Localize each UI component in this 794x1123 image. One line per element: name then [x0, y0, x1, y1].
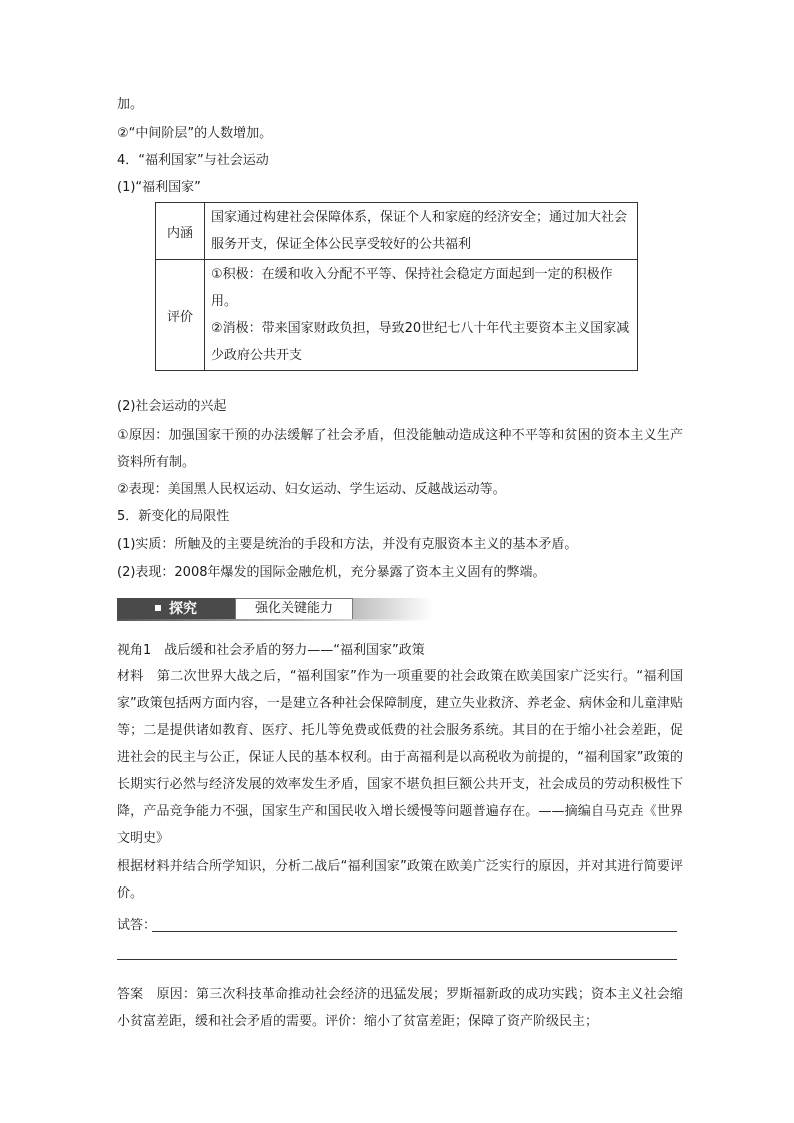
- table-value-cell: [205, 260, 638, 371]
- banner-title: 探究: [169, 601, 197, 617]
- banner-dark-tab: [117, 598, 235, 620]
- try-answer-label: 试答：: [117, 918, 157, 933]
- section-banner: [117, 598, 433, 620]
- banner-gradient: [353, 598, 433, 620]
- evaluation-positive: ①积极：在缓和收入分配不平等、保持社会稳定方面起到一定的积极作用。: [211, 267, 613, 309]
- answer-paragraph: 答案 原因：第三次科技革命推动社会经济的迅猛发展；罗斯福新政的成功实践；资本主义社会缩小贫富差距，缓和社会矛盾的需要。评价：缩小了贫富差距；保障了资产阶级民主；: [117, 987, 683, 1029]
- text-line: (2)表现：2008年爆发的国际金融危机，充分暴露了资本主义固有的弊端。: [117, 565, 546, 580]
- section-heading: 4．“福利国家”与社会运动: [117, 153, 269, 168]
- text-line: ②“中间阶层”的人数增加。: [117, 126, 273, 141]
- answer-blank-line: [117, 959, 677, 960]
- section-heading: 5．新变化的局限性: [117, 509, 230, 524]
- table-label-cell: 内涵: [156, 203, 205, 260]
- table-value-cell: 国家通过构建社会保障体系，保证个人和家庭的经济安全；通过加大社会服务开支，保证全体公民享受较好的公共福利: [205, 203, 638, 260]
- question-paragraph: 根据材料并结合所学知识，分析二战后“福利国家”政策在欧美广泛实行的原因，并对其进行简要评价。: [117, 859, 683, 901]
- text-line: ②表现：美国黑人民权运动、妇女运动、学生运动、反越战运动等。: [117, 482, 506, 497]
- material-paragraph: 材料 第二次世界大战之后，“福利国家”作为一项重要的社会政策在欧美国家广泛实行。“福利国家”政策包括两方面内容，一是建立各种社会保障制度，建立失业救济、养老金、病休金和儿童津贴等；二是提供诸如教育、医疗、托儿等免费或低费的社会服务系统。其目的在于缩小社会差距，促进社会的民主与公正，保证人民的基本权利。由于高福利是以高税收为前提的，“福利国家”政策的长期实行必然与经济发展的效率发生矛盾，国家不堪负担巨额公共开支，社会成员的劳动积极性下降，产品竞争能力不强，国家生产和国民收入增长缓慢等问题普遍存在。——摘编自马克垚《世界文明史》: [117, 669, 683, 846]
- table-row: [156, 260, 638, 371]
- evaluation-negative: ②消极：带来国家财政负担，导致20世纪七八十年代主要资本主义国家减少政府公共开支: [211, 321, 630, 363]
- answer-blank-line: [152, 931, 677, 932]
- subheading: (2)社会运动的兴起: [117, 399, 227, 414]
- banner-underline: [117, 619, 433, 621]
- table-row: [156, 203, 638, 260]
- welfare-state-table: [155, 202, 638, 371]
- square-bullet-icon: [155, 605, 161, 611]
- text-line: (1)实质：所触及的主要是统治的手段和方法，并没有克服资本主义的基本矛盾。: [117, 537, 578, 552]
- paragraph: ①原因：加强国家干预的办法缓解了社会矛盾，但没能触动造成这种不平等和贫困的资本主义生产资料所有制。: [117, 428, 683, 470]
- angle-heading: 视角1 战后缓和社会矛盾的努力——“福利国家”政策: [117, 643, 425, 658]
- subheading: (1)“福利国家”: [117, 180, 201, 195]
- table-label-cell: 评价: [156, 260, 205, 371]
- banner-subtitle: 强化关键能力: [235, 598, 353, 620]
- text-line: 加。: [117, 97, 144, 112]
